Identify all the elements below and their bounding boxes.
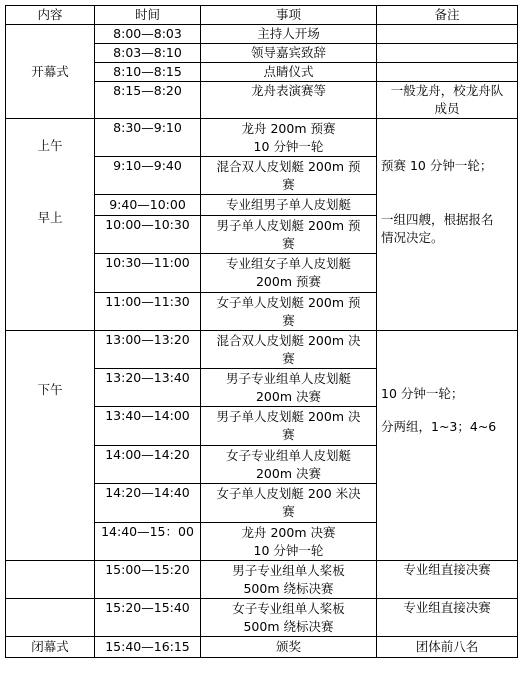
time-cell: 14:00—14:20 bbox=[95, 446, 201, 484]
time-cell: 10:30—11:00 bbox=[95, 254, 201, 293]
table-row bbox=[6, 561, 518, 599]
item-cell bbox=[201, 523, 377, 561]
note-cell bbox=[377, 561, 518, 599]
header-row bbox=[6, 6, 518, 25]
item-line: 200m 决赛 bbox=[255, 388, 321, 404]
note-cell bbox=[377, 82, 518, 119]
note-afternoon bbox=[377, 331, 518, 561]
item-cell bbox=[201, 407, 377, 446]
item-cell bbox=[201, 484, 377, 523]
section-morning bbox=[6, 119, 95, 331]
item-line: 领导嘉宾致辞 bbox=[250, 45, 326, 60]
schedule-table bbox=[5, 5, 518, 658]
time-cell: 15:00—15:20 bbox=[95, 561, 201, 599]
item-line: 10 分钟一轮 bbox=[253, 542, 324, 558]
note-line: 分两组，1~3；4~6 bbox=[381, 419, 497, 434]
item-cell bbox=[201, 195, 377, 216]
note-cell bbox=[377, 63, 518, 82]
item-line: 男子单人皮划艇 200m 预 bbox=[216, 217, 361, 233]
time-cell: 9:40—10:00 bbox=[95, 195, 201, 216]
item-line: 200m 决赛 bbox=[255, 465, 321, 481]
table-row bbox=[6, 637, 518, 658]
item-cell bbox=[201, 44, 377, 63]
item-line: 赛 bbox=[282, 235, 295, 251]
table-row bbox=[6, 25, 518, 44]
note-morning bbox=[377, 119, 518, 331]
note-line: 专业组直接决赛 bbox=[403, 562, 491, 577]
time-cell: 13:00—13:20 bbox=[95, 331, 201, 369]
time-cell: 8:15—8:20 bbox=[95, 82, 201, 119]
time-cell: 8:30—9:10 bbox=[95, 119, 201, 157]
item-line: 女子专业组单人桨板 bbox=[232, 600, 345, 616]
item-line: 龙舟表演赛等 bbox=[250, 83, 326, 98]
item-line: 赛 bbox=[282, 504, 295, 519]
note-line: 团体前八名 bbox=[415, 639, 479, 654]
item-line: 500m 绕标决赛 bbox=[243, 618, 334, 634]
item-line: 男子专业组单人桨板 bbox=[232, 562, 345, 578]
note-line: 专业组直接决赛 bbox=[403, 600, 491, 615]
time-cell: 11:00—11:30 bbox=[95, 293, 201, 331]
item-cell bbox=[201, 216, 377, 254]
item-line: 女子专业组单人皮划艇 bbox=[225, 447, 351, 463]
item-line: 专业组男子单人皮划艇 bbox=[225, 197, 351, 212]
note-line: 情况决定。 bbox=[381, 230, 444, 245]
time-cell: 14:20—14:40 bbox=[95, 484, 201, 523]
item-cell bbox=[201, 369, 377, 407]
item-line: 10 分钟一轮 bbox=[253, 138, 324, 154]
time-cell: 13:20—13:40 bbox=[95, 369, 201, 407]
item-line: 赛 bbox=[282, 312, 295, 328]
item-line: 女子单人皮划艇 200 米决 bbox=[216, 486, 361, 501]
item-line: 专业组女子单人皮划艇 bbox=[225, 256, 351, 271]
item-cell bbox=[201, 157, 377, 195]
note-line: 一组四艘，根据报名 bbox=[381, 212, 494, 227]
time-cell: 8:00—8:03 bbox=[95, 25, 201, 44]
item-line: 颁奖 bbox=[275, 639, 301, 654]
item-cell bbox=[201, 254, 377, 293]
table-row bbox=[6, 331, 518, 369]
time-cell: 14:40—15：00 bbox=[95, 523, 201, 561]
note-cell bbox=[377, 599, 518, 637]
item-line: 混合双人皮划艇 200m 决 bbox=[216, 332, 361, 348]
time-cell: 15:40—16:15 bbox=[95, 637, 201, 658]
item-line: 500m 绕标决赛 bbox=[243, 580, 334, 596]
item-line: 女子单人皮划艇 200m 预 bbox=[216, 294, 361, 310]
note-line: 成员 bbox=[434, 101, 460, 116]
time-cell: 9:10—9:40 bbox=[95, 157, 201, 195]
item-cell bbox=[201, 82, 377, 119]
item-line: 赛 bbox=[282, 350, 295, 366]
header-item: 事项 bbox=[201, 6, 377, 25]
item-line: 龙舟 200m 预赛 bbox=[241, 120, 336, 136]
note-line: 10 分钟一轮； bbox=[381, 386, 464, 401]
item-cell bbox=[201, 446, 377, 484]
section-empty bbox=[6, 561, 95, 599]
item-cell bbox=[201, 331, 377, 369]
section-spacer bbox=[8, 155, 92, 209]
time-cell: 8:10—8:15 bbox=[95, 63, 201, 82]
section-label-early: 早上 bbox=[37, 210, 63, 225]
header-notes: 备注 bbox=[377, 6, 518, 25]
section-label-morning: 上午 bbox=[37, 138, 63, 153]
note-cell bbox=[377, 25, 518, 44]
section-closing: 闭幕式 bbox=[6, 637, 95, 658]
section-empty bbox=[6, 599, 95, 637]
section-opening: 开幕式 bbox=[6, 25, 95, 119]
item-line: 赛 bbox=[282, 427, 295, 442]
item-line: 龙舟 200m 决赛 bbox=[241, 524, 336, 540]
item-cell bbox=[201, 599, 377, 637]
item-cell bbox=[201, 293, 377, 331]
note-cell bbox=[377, 44, 518, 63]
time-cell: 13:40—14:00 bbox=[95, 407, 201, 446]
item-line: 200m 预赛 bbox=[255, 274, 321, 289]
item-line: 男子单人皮划艇 200m 决 bbox=[216, 409, 361, 424]
time-cell: 10:00—10:30 bbox=[95, 216, 201, 254]
item-cell bbox=[201, 25, 377, 44]
item-cell bbox=[201, 119, 377, 157]
section-afternoon: 下午 bbox=[6, 331, 95, 561]
time-cell: 8:03—8:10 bbox=[95, 44, 201, 63]
item-cell bbox=[201, 561, 377, 599]
item-line: 赛 bbox=[282, 176, 295, 192]
time-cell: 15:20—15:40 bbox=[95, 599, 201, 637]
item-line: 点睛仪式 bbox=[263, 64, 314, 79]
item-line: 主持人开场 bbox=[257, 26, 320, 41]
item-line: 混合双人皮划艇 200m 预 bbox=[216, 158, 361, 174]
note-line: 预赛 10 分钟一轮； bbox=[381, 158, 493, 173]
item-cell bbox=[201, 63, 377, 82]
item-line: 男子专业组单人皮划艇 bbox=[225, 370, 351, 386]
header-time: 时间 bbox=[95, 6, 201, 25]
table-row bbox=[6, 599, 518, 637]
header-content: 内容 bbox=[6, 6, 95, 25]
item-cell bbox=[201, 637, 377, 658]
note-line: 一般龙舟，校龙舟队 bbox=[390, 83, 504, 98]
table-row bbox=[6, 119, 518, 157]
note-cell bbox=[377, 637, 518, 658]
